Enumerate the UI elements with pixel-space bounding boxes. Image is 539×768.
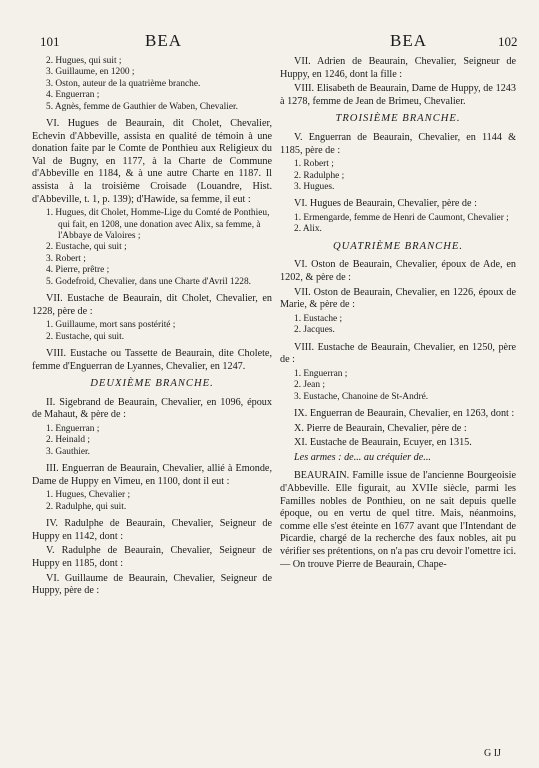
list-item: 5. Agnès, femme de Gauthier de Waben, Chevalier. bbox=[46, 101, 238, 112]
list-item: 3. Hugues. bbox=[294, 181, 335, 192]
paragraph: III. Enguerran de Beaurain, Chevalier, allié à Emonde, Dame de Huppy en Vimeu, en 1100, dont il eut : bbox=[32, 463, 272, 487]
signature-mark: G IJ bbox=[484, 748, 501, 759]
list-item: 2. Radulphe ; bbox=[294, 170, 345, 181]
list-item: 3. Gauthier. bbox=[46, 446, 90, 457]
list-item: 3. Eustache, Chanoine de St-André. bbox=[294, 391, 429, 402]
children-list bbox=[32, 208, 272, 288]
list-item: 2. Alix. bbox=[294, 224, 322, 235]
section-heading: DEUXIÈME BRANCHE. bbox=[90, 378, 214, 390]
list-item: 5. Godefroid, Chevalier, dans une Charte d'Avril 1228. bbox=[46, 276, 251, 287]
paragraph: VIII. Eustache ou Tassette de Beaurain, dite Cholete, femme d'Enguerran de Lyannes, Chevalier, en 1247. bbox=[32, 348, 272, 372]
children-list bbox=[32, 424, 272, 458]
family-entry: BEAURAIN. Famille issue de l'ancienne Bourgeoisie d'Abbeville. Elle figurait, au XVIIe siècle, parmi les Familles nobles de Ponthieu, on ne sait depuis quelle époque, ou en vertu de quel titre. Mais, néanmoins, comme elle s'est éteinte en 1677 avant que l'Intendant de Picardie, chargé de la recherche des faux nobles, ait pu vérifier ses prétentions, on n'a pas cru devoir l'omettre ici. — On trouve Pierre de Beaurain, Chape- bbox=[280, 470, 516, 570]
list-item: 4. Enguerran ; bbox=[46, 90, 100, 101]
paragraph: VI. Guillaume de Beaurain, Chevalier, Seigneur de Huppy, père de : bbox=[32, 572, 272, 597]
section-heading: TROISIÈME BRANCHE. bbox=[335, 113, 461, 125]
children-list bbox=[32, 56, 272, 113]
list-item: 4. Pierre, prêtre ; bbox=[46, 265, 110, 276]
left-column bbox=[32, 56, 272, 600]
children-list bbox=[280, 314, 516, 337]
paragraph: VI. Hugues de Beaurain, dit Cholet, Chevalier, Echevin d'Abbeville, assista en qualité de témoin à une donation faite par le Comte de Ponthieu aux Religieux du Val de Bugny, en 1177, à la Charte de Commune d'Abbeville en 1184, & à une autre Charte en 1187. Il assista à la troisième Croisade (Louandre, Hist. d'Abbeville, t. 1, p. 139); d'Hawide, sa femme, il eut : bbox=[32, 118, 272, 205]
list-item: 2. Eustache, qui suit. bbox=[46, 331, 125, 342]
list-item: 2. Radulphe, qui suit. bbox=[46, 501, 127, 512]
children-list bbox=[32, 320, 272, 343]
paragraph: V. Enguerran de Beaurain, Chevalier, en 1144 & 1185, père de : bbox=[280, 131, 516, 156]
list-item: 2. Heinald ; bbox=[46, 435, 91, 446]
children-list bbox=[280, 213, 516, 236]
list-item: 3. Guillaume, en 1200 ; bbox=[46, 67, 135, 78]
children-list bbox=[280, 369, 516, 403]
paragraph: VII. Eustache de Beaurain, dit Cholet, Chevalier, en 1228, père de : bbox=[32, 293, 272, 317]
paragraph: IX. Enguerran de Beaurain, Chevalier, en 1263, dont : bbox=[294, 407, 515, 419]
list-item: 1. Robert ; bbox=[294, 159, 334, 170]
paragraph: V. Radulphe de Beaurain, Chevalier, Seigneur de Huppy en 1185, dont : bbox=[32, 545, 272, 569]
children-list bbox=[32, 490, 272, 513]
paragraph: II. Sigebrand de Beaurain, Chevalier, en 1096, époux de Mahaut, & père de : bbox=[32, 396, 272, 421]
paragraph: VI. Oston de Beaurain, Chevalier, époux de Ade, en 1202, & père de : bbox=[280, 259, 516, 283]
list-item: 1. Hugues, dit Cholet, Homme-Lige du Comté de Ponthieu, qui fait, en 1208, une donation avec Alix, sa femme, à l'Abbaye de Valoires ; bbox=[46, 208, 270, 241]
list-item: 3. Robert ; bbox=[46, 253, 86, 264]
paragraph: VIII. Eustache de Beaurain, Chevalier, en 1250, père de : bbox=[280, 341, 516, 366]
list-item: 3. Oston, auteur de la quatrième branche. bbox=[46, 78, 201, 89]
list-item: 2. Jean ; bbox=[294, 380, 325, 391]
list-item: 2. Eustache, qui suit ; bbox=[46, 242, 127, 253]
arms-line: Les armes : de... au créquier de... bbox=[294, 451, 431, 463]
paragraph: VII. Adrien de Beaurain, Chevalier, Seigneur de Huppy, en 1246, dont la fille : bbox=[280, 56, 516, 80]
children-list bbox=[280, 159, 516, 193]
list-item: 1. Eustache ; bbox=[294, 313, 343, 324]
paragraph: X. Pierre de Beaurain, Chevalier, père de : bbox=[294, 422, 467, 434]
paragraph: VIII. Elisabeth de Beaurain, Dame de Huppy, de 1243 à 1278, femme de Jean de Brimeu, Chevalier. bbox=[280, 83, 516, 107]
list-item: 1. Guillaume, mort sans postérité ; bbox=[46, 320, 176, 331]
list-item: 1. Enguerran ; bbox=[46, 424, 100, 434]
running-title-left: BEA bbox=[145, 31, 182, 50]
page-number-right: 102 bbox=[498, 34, 518, 49]
list-item: 1. Hugues, Chevalier ; bbox=[46, 490, 131, 501]
list-item: 1. Ermengarde, femme de Henri de Caumont, Chevalier ; bbox=[294, 212, 509, 223]
running-title-right: BEA bbox=[390, 31, 427, 50]
list-item: 1. Enguerran ; bbox=[294, 368, 348, 379]
section-heading: QUATRIÈME BRANCHE. bbox=[333, 240, 463, 252]
paragraph: VI. Hugues de Beaurain, Chevalier, père de : bbox=[294, 198, 477, 210]
list-item: 2. Jacques. bbox=[294, 325, 335, 336]
right-column bbox=[280, 56, 516, 573]
paragraph: IV. Radulphe de Beaurain, Chevalier, Seigneur de Huppy en 1142, dont : bbox=[32, 518, 272, 542]
page-number-left: 101 bbox=[40, 34, 60, 49]
paragraph: VII. Oston de Beaurain, Chevalier, en 1226, époux de Marie, & père de : bbox=[280, 286, 516, 311]
list-item: 2. Hugues, qui suit ; bbox=[46, 56, 122, 66]
paragraph: XI. Eustache de Beaurain, Ecuyer, en 1315. bbox=[294, 437, 472, 449]
